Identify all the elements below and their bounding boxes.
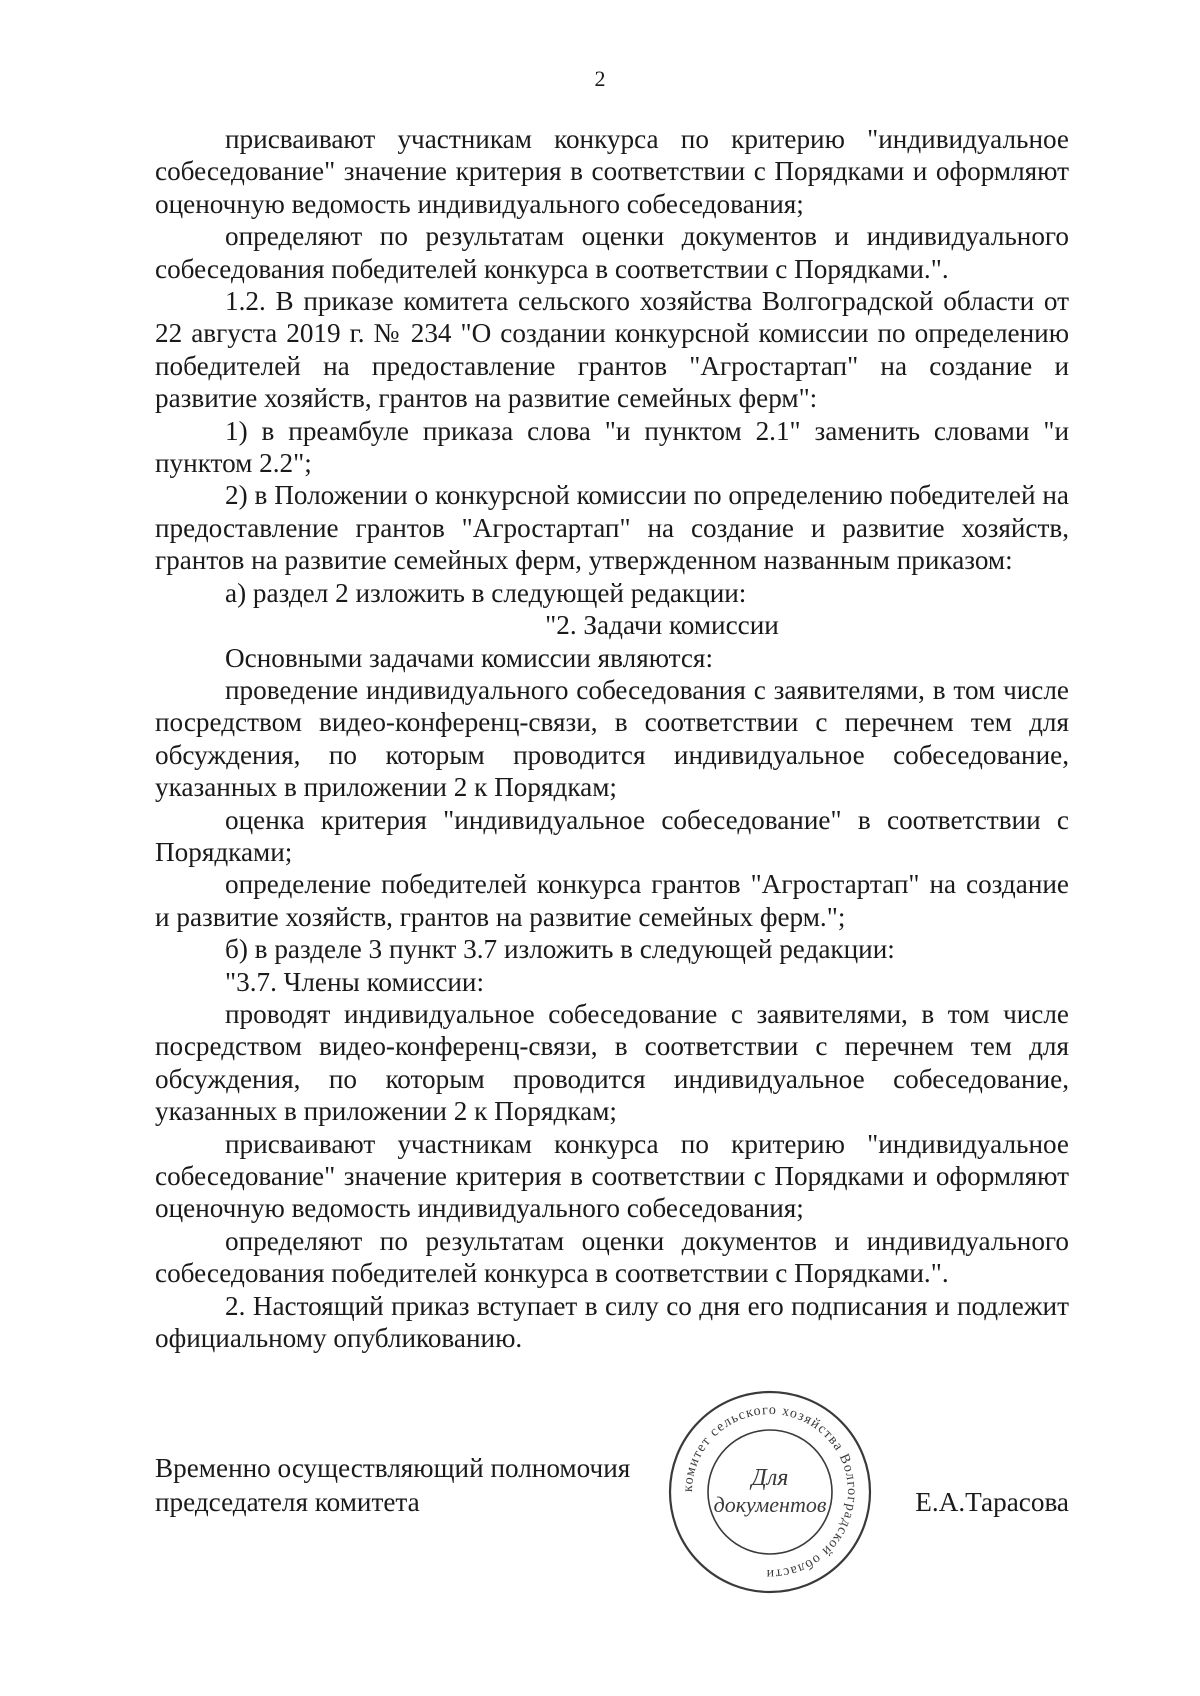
paragraph-assign-scores: присваивают участникам конкурса по критерию "индивидуальное собеседование" значение критерия в соответствии с Порядками и оформляют оценочную ведомость индивидуального собеседования;	[155, 124, 1069, 219]
paragraph-members-heading: "3.7. Члены комиссии:	[225, 966, 485, 997]
paragraph-members-determine: определяют по результатам оценки документов и индивидуального собеседования победителей конкурса в соответствии с Порядками.".	[155, 1225, 1069, 1289]
paragraph-order-amendment: 1.2. В приказе комитета сельского хозяйства Волгоградской области от 22 августа 2019 г. № 234 "О создании конкурсной комиссии по определению победителей на предоставление грантов "Агростартап" на создание и развитие хозяйств, грантов на развитие семейных ферм":	[155, 286, 1069, 414]
paragraph-section-3-intro: б) в разделе 3 пункт 3.7 изложить в следующей редакции:	[225, 934, 895, 965]
signatory-position-line-1: Временно осуществляющий полномочия	[155, 1453, 631, 1483]
paragraph-criterion-evaluation: оценка критерия "индивидуальное собеседование" в соответствии с Порядками;	[155, 804, 1069, 867]
signatory-position-line-2: председателя комитета	[155, 1487, 420, 1517]
stamp-ring-text: комитет сельского хозяйства Волгоградской области	[680, 1402, 860, 1582]
signatory-position	[155, 1451, 630, 1519]
stamp-center-line-2: документов	[713, 1492, 827, 1517]
paragraph-main-tasks: Основными задачами комиссии являются:	[225, 642, 713, 673]
paragraph-interview: проведение индивидуального собеседования с заявителями, в том числе посредством видео-конференц-связи, в соответствии с перечнем тем для обсуждения, по которым проводится индивидуальное собеседование, указанных в приложении 2 к Порядкам;	[155, 674, 1069, 803]
paragraph-members-interview: проводят индивидуальное собеседование с заявителями, в том числе посредством видео-конференц-связи, в соответствии с перечнем тем для обсуждения, по которым проводится индивидуальное собеседование, указанных в приложении 2 к Порядкам;	[155, 998, 1069, 1127]
paragraph-determine-winners: определяют по результатам оценки документов и индивидуального собеседования победителей конкурса в соответствии с Порядками.".	[155, 221, 1069, 284]
paragraph-members-assign: присваивают участникам конкурса по критерию "индивидуальное собеседование" значение критерия в соответствии с Порядками и оформляют оценочную ведомость индивидуального собеседования;	[155, 1128, 1069, 1224]
paragraph-effective-date: 2. Настоящий приказ вступает в силу со дня его подписания и подлежит официальному опубликованию.	[155, 1290, 1069, 1354]
paragraph-winners-determination: определение победителей конкурса грантов "Агростартап" на создание и развитие хозяйств, грантов на развитие семейных ферм.";	[155, 869, 1069, 932]
paragraph-section-2-intro: а) раздел 2 изложить в следующей редакции:	[225, 577, 747, 608]
paragraph-regulation-change: 2) в Положении о конкурсной комиссии по определению победителей на предоставление грантов "Агростартап" на создание и развитие хозяйств, грантов на развитие семейных ферм, утвержденном названным приказом:	[155, 480, 1069, 576]
section-heading-commission-tasks: "2. Задачи комиссии	[545, 610, 779, 641]
signatory-name: Е.А.Тарасова	[915, 1487, 1069, 1517]
official-stamp	[660, 1382, 880, 1602]
document-body	[155, 123, 1069, 1354]
page-number: 2	[594, 66, 606, 91]
stamp-center-line-1: Для	[751, 1465, 789, 1491]
paragraph-preamble-change: 1) в преамбуле приказа слова "и пунктом 2.1" заменить словами "и пунктом 2.2";	[155, 415, 1069, 479]
